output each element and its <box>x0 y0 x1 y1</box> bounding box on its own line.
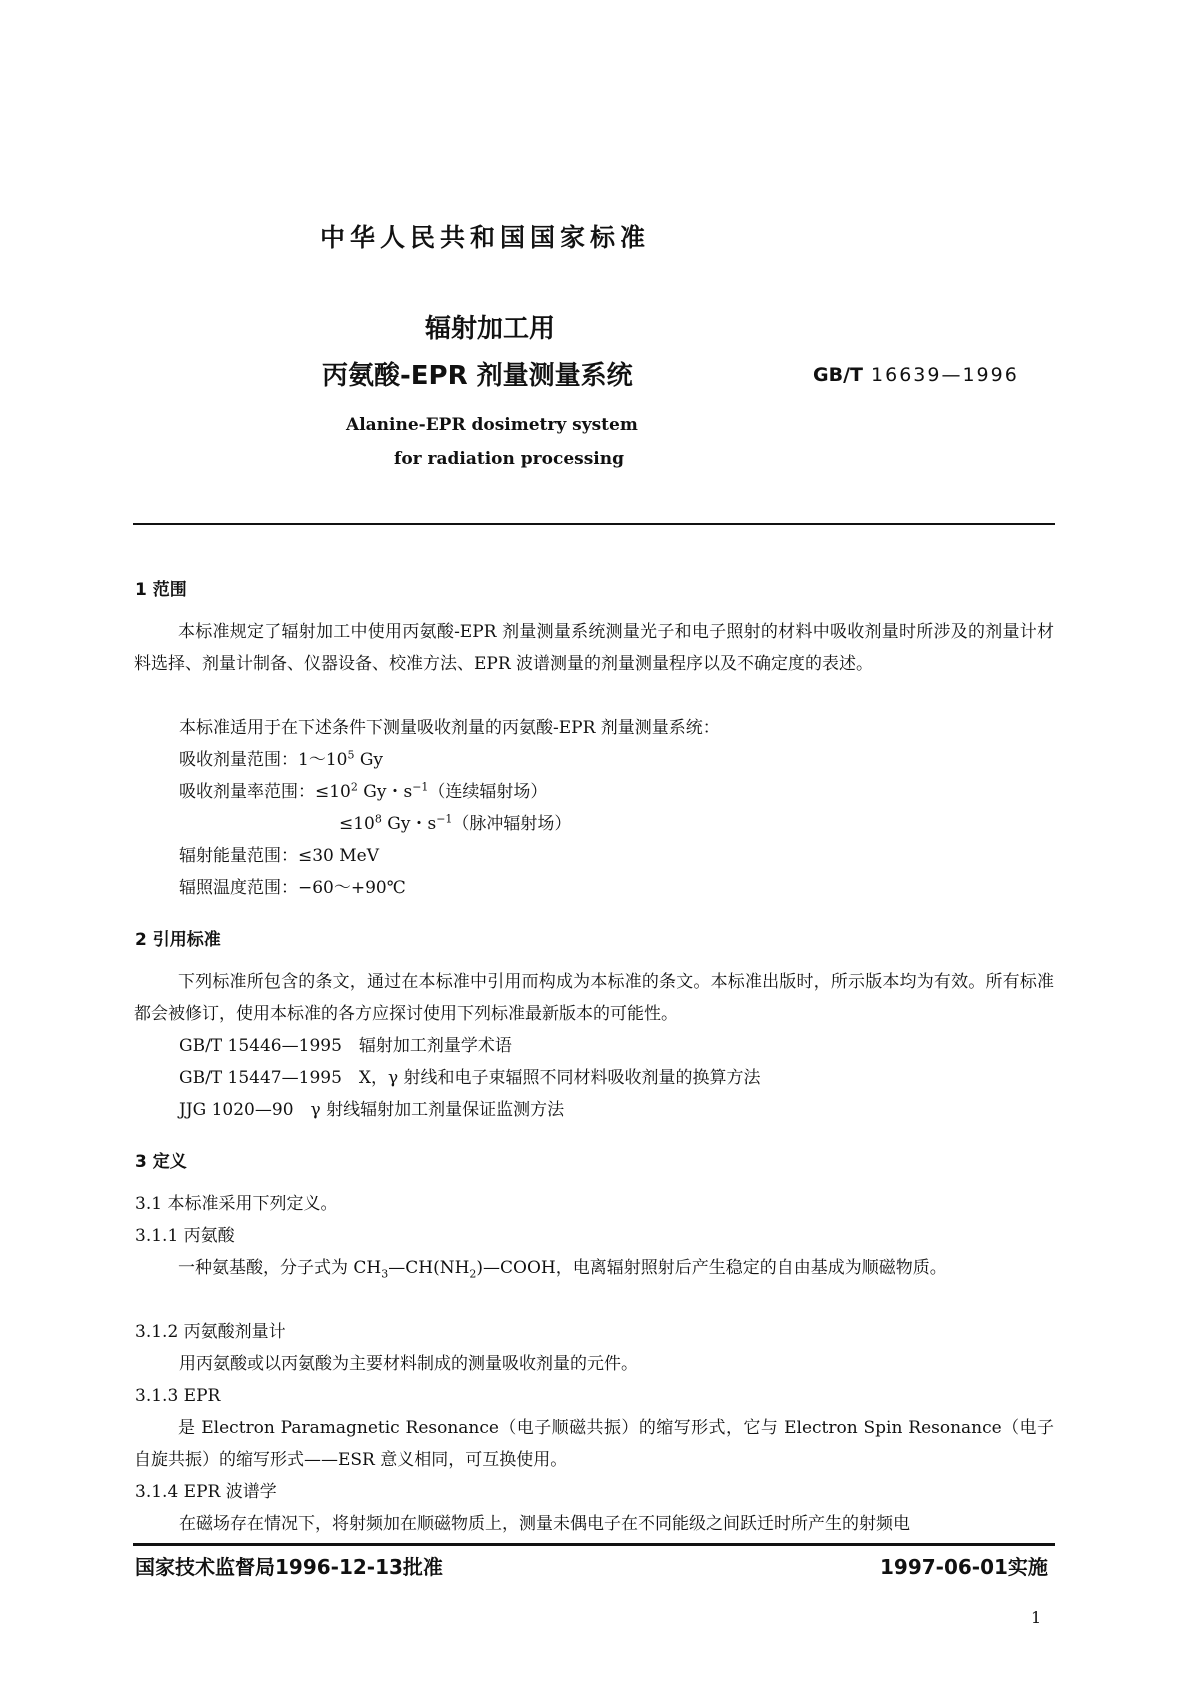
dose-rate-continuous <box>179 776 547 808</box>
dose-range <box>179 744 383 776</box>
dose-rate-2-exp: 8 <box>374 812 382 826</box>
section-1-paragraph-2: 本标准适用于在下述条件下测量吸收剂量的丙氨酸-EPR 剂量测量系统： <box>179 718 720 738</box>
dose-rate-unit-exp: −1 <box>412 780 429 794</box>
reference-item: GB/T 15446—1995 辐射加工剂量学术语 <box>179 1036 512 1056</box>
approval-date: 国家技术监督局1996-12-13批准 <box>135 1555 443 1579</box>
clause-3-1-1-text <box>134 1252 1054 1284</box>
clause-3-1-1: 3.1.1 丙氨酸 <box>135 1226 235 1246</box>
effective-date: 1997-06-01实施 <box>880 1555 1048 1579</box>
clause-3-1-4: 3.1.4 EPR 波谱学 <box>135 1482 277 1502</box>
formula-text-b: —CH(NH <box>388 1258 470 1278</box>
section-1-heading: 1 范围 <box>135 580 187 600</box>
dose-range-exp: 5 <box>347 748 355 762</box>
reference-item: GB/T 15447—1995 X，γ 射线和电子束辐照不同材料吸收剂量的换算方法 <box>179 1068 761 1088</box>
standard-type: 中华人民共和国国家标准 <box>320 223 651 252</box>
dose-range-text: 吸收剂量范围：1～10 <box>179 750 348 770</box>
energy-range: 辐射能量范围：≤30 MeV <box>179 846 380 866</box>
temperature-range: 辐照温度范围：−60～+90℃ <box>179 878 406 898</box>
dose-range-unit: Gy <box>354 750 384 770</box>
dose-rate-2-text: ≤10 <box>339 814 375 834</box>
clause-3-1: 3.1 本标准采用下列定义。 <box>135 1194 338 1214</box>
clause-3-1-3: 3.1.3 EPR <box>135 1386 221 1406</box>
page-number: 1 <box>1031 1608 1042 1627</box>
section-1-paragraph-1: 本标准规定了辐射加工中使用丙氨酸-EPR 剂量测量系统测量光子和电子照射的材料中吸收剂量时所涉及的剂量计材料选择、剂量计制备、仪器设备、校准方法、EPR 波谱测量的剂量测量程序以及不确定度的表述。 <box>134 622 1054 674</box>
formula-text-a: 一种氨基酸，分子式为 CH <box>178 1258 382 1278</box>
dose-rate-pulsed <box>339 808 571 840</box>
clause-3-1-4-text: 在磁场存在情况下，将射频加在顺磁物质上，测量未偶电子在不同能级之间跃迁时所产生的射频电 <box>179 1514 910 1534</box>
dose-rate-2-unit-exp: −1 <box>436 812 453 826</box>
title-line-1: 辐射加工用 <box>425 314 556 344</box>
dose-rate-exp: 2 <box>350 780 358 794</box>
formula-sub-2: 2 <box>469 1267 477 1281</box>
footer-divider <box>133 1543 1055 1546</box>
dose-rate-2-unit: Gy・s <box>381 814 437 834</box>
title-line-2: 丙氨酸-EPR 剂量测量系统 <box>322 361 633 391</box>
dose-rate-2-note: （脉冲辐射场） <box>452 814 572 834</box>
standard-code <box>813 364 1019 386</box>
section-3-heading: 3 定义 <box>135 1152 187 1172</box>
code-prefix: GB/T <box>813 364 863 386</box>
english-title-line-1: Alanine-EPR dosimetry system <box>346 415 638 435</box>
section-2-paragraph: 下列标准所包含的条文，通过在本标准中引用而构成为本标准的条文。本标准出版时，所示版本均为有效。所有标准都会被修订，使用本标准的各方应探讨使用下列标准最新版本的可能性。 <box>134 972 1054 1024</box>
reference-item: JJG 1020—90 γ 射线辐射加工剂量保证监测方法 <box>179 1100 565 1120</box>
section-2-heading: 2 引用标准 <box>135 930 221 950</box>
dose-rate-note: （连续辐射场） <box>428 782 548 802</box>
clause-3-1-2-text: 用丙氨酸或以丙氨酸为主要材料制成的测量吸收剂量的元件。 <box>179 1354 638 1374</box>
code-number: 16639—1996 <box>871 364 1019 386</box>
formula-sub-1: 3 <box>381 1267 389 1281</box>
formula-text-c: )—COOH，电离辐射照射后产生稳定的自由基成为顺磁物质。 <box>476 1258 947 1278</box>
dose-rate-unit: Gy・s <box>357 782 413 802</box>
header-divider <box>133 523 1055 525</box>
english-title-line-2: for radiation processing <box>394 449 624 469</box>
clause-3-1-3-text: 是 Electron Paramagnetic Resonance（电子顺磁共振）的缩写形式，它与 Electron Spin Resonance（电子自旋共振）的缩写形式——ESR 意义相同，可互换使用。 <box>134 1418 1054 1470</box>
clause-3-1-2: 3.1.2 丙氨酸剂量计 <box>135 1322 286 1342</box>
dose-rate-text: 吸收剂量率范围：≤10 <box>179 782 351 802</box>
